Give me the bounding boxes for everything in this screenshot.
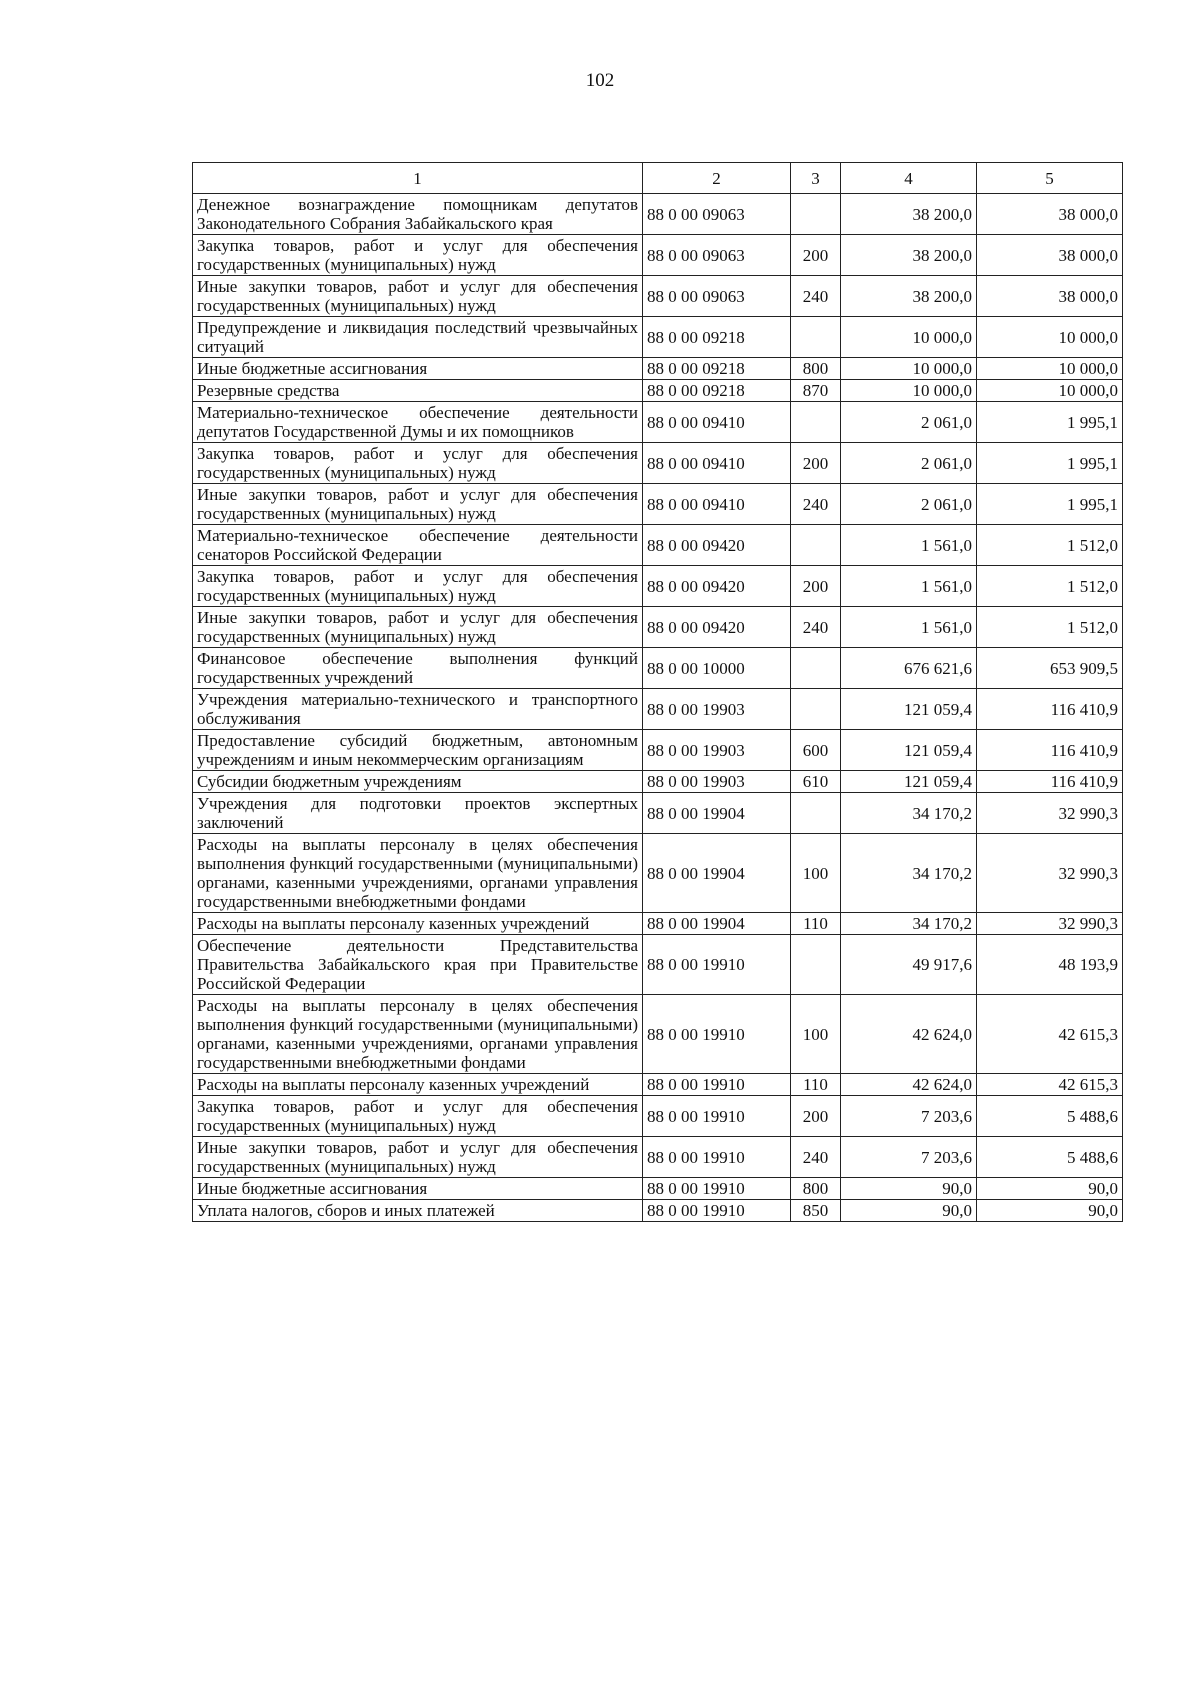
amount-year2-cell: 116 410,9 bbox=[977, 771, 1123, 793]
amount-year1-cell: 49 917,6 bbox=[841, 935, 977, 995]
table-row bbox=[193, 235, 1123, 276]
target-article-cell: 88 0 00 09218 bbox=[643, 380, 791, 402]
expense-name-cell: Учреждения для подготовки проектов экспертных заключений bbox=[193, 793, 643, 834]
target-article-cell: 88 0 00 09410 bbox=[643, 443, 791, 484]
expense-type-cell bbox=[791, 402, 841, 443]
column-header-4: 4 bbox=[841, 163, 977, 194]
expense-type-cell bbox=[791, 648, 841, 689]
expense-type-cell bbox=[791, 935, 841, 995]
amount-year1-cell: 10 000,0 bbox=[841, 317, 977, 358]
target-article-cell: 88 0 00 09420 bbox=[643, 525, 791, 566]
column-header-1: 1 bbox=[193, 163, 643, 194]
amount-year2-cell: 1 512,0 bbox=[977, 566, 1123, 607]
expense-name-cell: Закупка товаров, работ и услуг для обеспечения государственных (муниципальных) нужд bbox=[193, 443, 643, 484]
column-header-5: 5 bbox=[977, 163, 1123, 194]
expense-type-cell: 850 bbox=[791, 1200, 841, 1222]
expense-type-cell: 100 bbox=[791, 995, 841, 1074]
table-row bbox=[193, 484, 1123, 525]
expense-name-cell: Учреждения материально-технического и транспортного обслуживания bbox=[193, 689, 643, 730]
amount-year1-cell: 34 170,2 bbox=[841, 793, 977, 834]
amount-year1-cell: 34 170,2 bbox=[841, 834, 977, 913]
amount-year1-cell: 1 561,0 bbox=[841, 607, 977, 648]
expense-name-cell: Денежное вознаграждение помощникам депутатов Законодательного Собрания Забайкальского края bbox=[193, 194, 643, 235]
expense-type-cell: 200 bbox=[791, 443, 841, 484]
expense-name-cell: Материально-техническое обеспечение деятельности депутатов Государственной Думы и их помощников bbox=[193, 402, 643, 443]
target-article-cell: 88 0 00 19903 bbox=[643, 689, 791, 730]
amount-year1-cell: 42 624,0 bbox=[841, 1074, 977, 1096]
expense-type-cell: 110 bbox=[791, 1074, 841, 1096]
target-article-cell: 88 0 00 19903 bbox=[643, 730, 791, 771]
amount-year2-cell: 32 990,3 bbox=[977, 913, 1123, 935]
amount-year1-cell: 2 061,0 bbox=[841, 443, 977, 484]
amount-year2-cell: 116 410,9 bbox=[977, 689, 1123, 730]
page-number: 102 bbox=[585, 70, 615, 91]
amount-year1-cell: 1 561,0 bbox=[841, 525, 977, 566]
amount-year2-cell: 48 193,9 bbox=[977, 935, 1123, 995]
expense-type-cell: 240 bbox=[791, 484, 841, 525]
amount-year1-cell: 34 170,2 bbox=[841, 913, 977, 935]
target-article-cell: 88 0 00 09063 bbox=[643, 194, 791, 235]
table-row bbox=[193, 648, 1123, 689]
target-article-cell: 88 0 00 09063 bbox=[643, 276, 791, 317]
target-article-cell: 88 0 00 09063 bbox=[643, 235, 791, 276]
table-row bbox=[193, 771, 1123, 793]
column-header-3: 3 bbox=[791, 163, 841, 194]
table-row bbox=[193, 689, 1123, 730]
expense-type-cell: 110 bbox=[791, 913, 841, 935]
expense-name-cell: Закупка товаров, работ и услуг для обеспечения государственных (муниципальных) нужд bbox=[193, 566, 643, 607]
table-row bbox=[193, 1096, 1123, 1137]
table-row bbox=[193, 402, 1123, 443]
expense-name-cell: Материально-техническое обеспечение деятельности сенаторов Российской Федерации bbox=[193, 525, 643, 566]
table-row bbox=[193, 1137, 1123, 1178]
amount-year2-cell: 10 000,0 bbox=[977, 358, 1123, 380]
expense-name-cell: Обеспечение деятельности Представительства Правительства Забайкальского края при Правительстве Российской Федерации bbox=[193, 935, 643, 995]
amount-year1-cell: 2 061,0 bbox=[841, 402, 977, 443]
amount-year1-cell: 38 200,0 bbox=[841, 194, 977, 235]
amount-year1-cell: 121 059,4 bbox=[841, 771, 977, 793]
table-row bbox=[193, 525, 1123, 566]
table-row bbox=[193, 276, 1123, 317]
column-header-2: 2 bbox=[643, 163, 791, 194]
expense-type-cell: 240 bbox=[791, 276, 841, 317]
expense-type-cell: 200 bbox=[791, 566, 841, 607]
amount-year2-cell: 10 000,0 bbox=[977, 380, 1123, 402]
expense-name-cell: Расходы на выплаты персоналу в целях обеспечения выполнения функций государственными (муниципальными) органами, казенными учреждениями, органами управления государственными внебюджетными фондами bbox=[193, 995, 643, 1074]
amount-year1-cell: 7 203,6 bbox=[841, 1096, 977, 1137]
amount-year2-cell: 1 995,1 bbox=[977, 402, 1123, 443]
amount-year2-cell: 32 990,3 bbox=[977, 793, 1123, 834]
amount-year2-cell: 90,0 bbox=[977, 1178, 1123, 1200]
expense-type-cell: 200 bbox=[791, 235, 841, 276]
target-article-cell: 88 0 00 19910 bbox=[643, 935, 791, 995]
table-row bbox=[193, 793, 1123, 834]
expense-name-cell: Иные закупки товаров, работ и услуг для обеспечения государственных (муниципальных) нужд bbox=[193, 484, 643, 525]
target-article-cell: 88 0 00 19910 bbox=[643, 995, 791, 1074]
target-article-cell: 88 0 00 19910 bbox=[643, 1178, 791, 1200]
expense-type-cell: 870 bbox=[791, 380, 841, 402]
target-article-cell: 88 0 00 10000 bbox=[643, 648, 791, 689]
expense-type-cell bbox=[791, 194, 841, 235]
target-article-cell: 88 0 00 19904 bbox=[643, 913, 791, 935]
table-body bbox=[193, 194, 1123, 1222]
expense-name-cell: Закупка товаров, работ и услуг для обеспечения государственных (муниципальных) нужд bbox=[193, 235, 643, 276]
expense-name-cell: Субсидии бюджетным учреждениям bbox=[193, 771, 643, 793]
budget-table bbox=[192, 162, 1123, 1222]
table-row bbox=[193, 607, 1123, 648]
expense-name-cell: Резервные средства bbox=[193, 380, 643, 402]
expense-name-cell: Предоставление субсидий бюджетным, автономным учреждениям и иным некоммерческим организациям bbox=[193, 730, 643, 771]
table-row bbox=[193, 834, 1123, 913]
table-header-row bbox=[193, 163, 1123, 194]
table-row bbox=[193, 730, 1123, 771]
table-row bbox=[193, 380, 1123, 402]
target-article-cell: 88 0 00 19910 bbox=[643, 1200, 791, 1222]
amount-year1-cell: 38 200,0 bbox=[841, 276, 977, 317]
table-row bbox=[193, 995, 1123, 1074]
table-row bbox=[193, 913, 1123, 935]
amount-year2-cell: 32 990,3 bbox=[977, 834, 1123, 913]
amount-year1-cell: 42 624,0 bbox=[841, 995, 977, 1074]
table-row bbox=[193, 194, 1123, 235]
amount-year2-cell: 42 615,3 bbox=[977, 1074, 1123, 1096]
amount-year1-cell: 90,0 bbox=[841, 1200, 977, 1222]
amount-year2-cell: 5 488,6 bbox=[977, 1137, 1123, 1178]
amount-year1-cell: 121 059,4 bbox=[841, 730, 977, 771]
expense-name-cell: Предупреждение и ликвидация последствий чрезвычайных ситуаций bbox=[193, 317, 643, 358]
expense-type-cell: 800 bbox=[791, 1178, 841, 1200]
target-article-cell: 88 0 00 09420 bbox=[643, 566, 791, 607]
amount-year1-cell: 38 200,0 bbox=[841, 235, 977, 276]
amount-year2-cell: 10 000,0 bbox=[977, 317, 1123, 358]
expense-type-cell: 600 bbox=[791, 730, 841, 771]
target-article-cell: 88 0 00 19910 bbox=[643, 1074, 791, 1096]
amount-year1-cell: 2 061,0 bbox=[841, 484, 977, 525]
table-row bbox=[193, 1178, 1123, 1200]
amount-year2-cell: 5 488,6 bbox=[977, 1096, 1123, 1137]
expense-type-cell bbox=[791, 317, 841, 358]
table-row bbox=[193, 566, 1123, 607]
table-row bbox=[193, 935, 1123, 995]
expense-name-cell: Расходы на выплаты персоналу в целях обеспечения выполнения функций государственными (муниципальными) органами, казенными учреждениями, органами управления государственными внебюджетными фондами bbox=[193, 834, 643, 913]
target-article-cell: 88 0 00 09420 bbox=[643, 607, 791, 648]
amount-year2-cell: 38 000,0 bbox=[977, 194, 1123, 235]
target-article-cell: 88 0 00 09218 bbox=[643, 358, 791, 380]
table-row bbox=[193, 1074, 1123, 1096]
amount-year2-cell: 42 615,3 bbox=[977, 995, 1123, 1074]
expense-type-cell: 800 bbox=[791, 358, 841, 380]
amount-year1-cell: 90,0 bbox=[841, 1178, 977, 1200]
expense-name-cell: Иные бюджетные ассигнования bbox=[193, 358, 643, 380]
target-article-cell: 88 0 00 19910 bbox=[643, 1096, 791, 1137]
expense-type-cell: 200 bbox=[791, 1096, 841, 1137]
amount-year1-cell: 1 561,0 bbox=[841, 566, 977, 607]
target-article-cell: 88 0 00 09218 bbox=[643, 317, 791, 358]
expense-type-cell: 240 bbox=[791, 607, 841, 648]
table-row bbox=[193, 358, 1123, 380]
target-article-cell: 88 0 00 19904 bbox=[643, 793, 791, 834]
target-article-cell: 88 0 00 19904 bbox=[643, 834, 791, 913]
table-row bbox=[193, 443, 1123, 484]
amount-year2-cell: 38 000,0 bbox=[977, 276, 1123, 317]
amount-year2-cell: 38 000,0 bbox=[977, 235, 1123, 276]
expense-type-cell bbox=[791, 793, 841, 834]
expense-name-cell: Финансовое обеспечение выполнения функций государственных учреждений bbox=[193, 648, 643, 689]
target-article-cell: 88 0 00 19903 bbox=[643, 771, 791, 793]
amount-year1-cell: 10 000,0 bbox=[841, 380, 977, 402]
expense-name-cell: Иные закупки товаров, работ и услуг для обеспечения государственных (муниципальных) нужд bbox=[193, 607, 643, 648]
amount-year2-cell: 90,0 bbox=[977, 1200, 1123, 1222]
amount-year2-cell: 1 512,0 bbox=[977, 607, 1123, 648]
amount-year2-cell: 653 909,5 bbox=[977, 648, 1123, 689]
amount-year2-cell: 1 995,1 bbox=[977, 443, 1123, 484]
table-row bbox=[193, 317, 1123, 358]
expense-name-cell: Иные закупки товаров, работ и услуг для обеспечения государственных (муниципальных) нужд bbox=[193, 1137, 643, 1178]
expense-type-cell: 100 bbox=[791, 834, 841, 913]
expense-type-cell bbox=[791, 689, 841, 730]
target-article-cell: 88 0 00 19910 bbox=[643, 1137, 791, 1178]
amount-year1-cell: 10 000,0 bbox=[841, 358, 977, 380]
table-row bbox=[193, 1200, 1123, 1222]
amount-year1-cell: 676 621,6 bbox=[841, 648, 977, 689]
target-article-cell: 88 0 00 09410 bbox=[643, 402, 791, 443]
expense-type-cell bbox=[791, 525, 841, 566]
expense-name-cell: Иные закупки товаров, работ и услуг для обеспечения государственных (муниципальных) нужд bbox=[193, 276, 643, 317]
expense-name-cell: Расходы на выплаты персоналу казенных учреждений bbox=[193, 1074, 643, 1096]
expense-type-cell: 610 bbox=[791, 771, 841, 793]
expense-name-cell: Расходы на выплаты персоналу казенных учреждений bbox=[193, 913, 643, 935]
amount-year1-cell: 121 059,4 bbox=[841, 689, 977, 730]
expense-name-cell: Иные бюджетные ассигнования bbox=[193, 1178, 643, 1200]
expense-name-cell: Уплата налогов, сборов и иных платежей bbox=[193, 1200, 643, 1222]
target-article-cell: 88 0 00 09410 bbox=[643, 484, 791, 525]
amount-year2-cell: 1 995,1 bbox=[977, 484, 1123, 525]
expense-type-cell: 240 bbox=[791, 1137, 841, 1178]
amount-year1-cell: 7 203,6 bbox=[841, 1137, 977, 1178]
amount-year2-cell: 116 410,9 bbox=[977, 730, 1123, 771]
expense-name-cell: Закупка товаров, работ и услуг для обеспечения государственных (муниципальных) нужд bbox=[193, 1096, 643, 1137]
amount-year2-cell: 1 512,0 bbox=[977, 525, 1123, 566]
